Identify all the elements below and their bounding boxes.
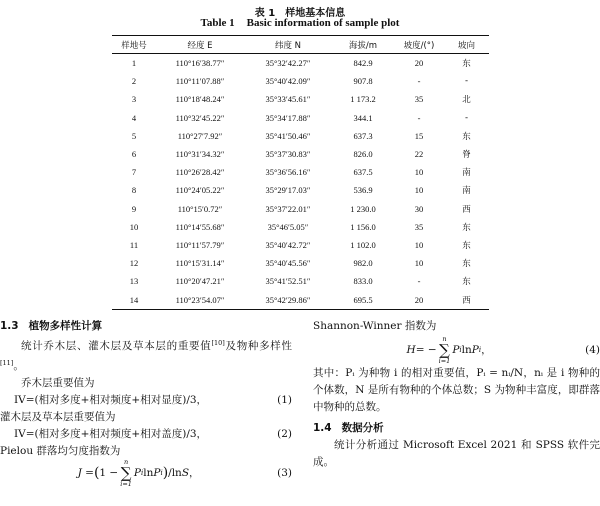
table-row [112, 109, 489, 127]
equation-1-number: (1) [277, 394, 292, 406]
cell-slope: 10 [414, 167, 424, 178]
cell-altitude: 637.3 [353, 130, 373, 141]
table-row [112, 218, 489, 236]
text-run: 及物种多样性 [224, 340, 293, 352]
cell-latitude: 35°32′42.27″ [265, 58, 311, 69]
table-row [112, 181, 489, 199]
eq3-paren-right: ) [162, 464, 169, 481]
equation-3 [0, 460, 292, 486]
cell-slope: - [417, 76, 421, 87]
equation-2 [0, 426, 292, 443]
cell-plot-id: 8 [131, 185, 137, 196]
header-longitude: 经度 E [187, 40, 213, 51]
table-row [112, 254, 489, 272]
cell-slope: 22 [414, 149, 424, 160]
cell-altitude: 982.0 [353, 258, 373, 269]
cell-aspect: 东 [462, 240, 471, 251]
table-row [112, 163, 489, 181]
cell-altitude: 1 173.2 [350, 94, 376, 105]
table-row [112, 272, 489, 290]
cell-longitude: 110°24′05.22″ [175, 185, 225, 196]
eq3-comma: ， [189, 466, 200, 479]
cell-slope: 30 [414, 203, 424, 214]
cell-longitude: 110°16′38.77″ [175, 58, 225, 69]
header-altitude: 海拔/m [348, 40, 378, 51]
cell-aspect: 东 [462, 59, 471, 70]
cell-aspect: 东 [462, 259, 471, 270]
cell-slope: - [417, 276, 421, 287]
header-plot-id: 样地号 [121, 40, 147, 51]
cell-altitude: 695.5 [353, 294, 373, 305]
cell-aspect: - [464, 76, 469, 87]
cell-latitude: 35°42′29.86″ [265, 294, 311, 305]
table-body [112, 54, 489, 309]
right-column [313, 318, 600, 471]
text-run: 。 [13, 360, 24, 372]
eq4-sub-2: i [478, 345, 482, 354]
table-header-row [112, 36, 489, 54]
equation-2-body: IV=(相对多度+相对频度+相对盖度)/3， [14, 428, 208, 440]
eq3-s: S [181, 466, 190, 479]
paragraph-variable-definitions: 其中：Pᵢ 为种物 i 的相对重要值，Pᵢ = nᵢ/N，nᵢ 是 i 物种的个体数，N 是所有物种的个体总数；S 为物种丰富度，即群落中物种的总数。 [313, 367, 600, 413]
sigma-glyph: ∑ [439, 341, 450, 359]
table-row [112, 236, 489, 254]
cell-aspect: 东 [462, 277, 471, 288]
section-number: 1.4 [313, 422, 332, 434]
equation-3-number: (3) [277, 466, 292, 479]
table-number: Table 1 [200, 17, 235, 29]
cell-plot-id: 13 [129, 276, 139, 287]
table-caption-cn: 表 1 样地基本信息 [254, 8, 346, 19]
table-row [112, 290, 489, 308]
sum-upper-limit: n [442, 335, 447, 343]
table-row [112, 145, 489, 163]
cell-aspect: 西 [462, 204, 471, 215]
eq4-h: H [406, 343, 416, 356]
section-title: 植物多样性计算 [28, 320, 103, 332]
section-heading-1-4 [313, 420, 600, 437]
cell-latitude: 35°40′42.72″ [265, 239, 311, 250]
eq3-ln: ln [143, 466, 154, 479]
eq3-tail: /ln [168, 466, 182, 479]
eq3-paren-left: ( [93, 464, 100, 481]
cell-slope: 15 [414, 130, 424, 141]
cell-aspect: 东 [462, 222, 471, 233]
cell-altitude: 1 230.0 [350, 203, 376, 214]
cell-plot-id: 12 [129, 258, 139, 269]
paragraph-tree-layer: 乔木层重要值为 [21, 377, 95, 389]
eq3-sub: i [140, 468, 144, 477]
eq3-one-minus: 1 − [99, 466, 119, 479]
table-title: Basic information of sample plot [246, 17, 400, 29]
cell-aspect: 南 [462, 186, 471, 197]
paragraph-pielou: Pielou 群落均匀度指数为 [0, 445, 121, 457]
sum-lower-limit: i=1 [120, 480, 132, 488]
cell-longitude: 110°15′0.72″ [177, 203, 223, 214]
table-caption-en [0, 17, 600, 29]
eq4-term: P [452, 343, 460, 356]
sum-upper-limit: n [123, 458, 129, 466]
cell-longitude: 110°26′28.42″ [175, 167, 225, 178]
cell-slope: 10 [414, 239, 424, 250]
sum-lower-limit: i=1 [438, 357, 451, 365]
cell-plot-id: 6 [131, 149, 137, 160]
cell-longitude: 110°32′45.22″ [175, 112, 225, 123]
cell-plot-id: 5 [131, 130, 137, 141]
section-title: 数据分析 [341, 422, 384, 434]
cell-longitude: 110°14′55.68″ [175, 221, 225, 232]
equation-4 [313, 335, 600, 365]
paragraph-shannon: Shannon-Winner 指数为 [313, 320, 437, 332]
eq4-ln: ln [461, 343, 472, 356]
cell-plot-id: 11 [129, 239, 139, 250]
eq4-comma: ， [481, 343, 492, 356]
cell-altitude: 637.5 [353, 167, 373, 178]
cell-latitude: 35°36′56.16″ [265, 167, 311, 178]
cell-longitude: 110°31′34.32″ [175, 149, 225, 160]
summation-symbol [120, 458, 132, 488]
cell-latitude: 35°41′52.51″ [265, 276, 311, 287]
cell-longitude: 110°23′54.07″ [175, 294, 225, 305]
cell-aspect: 北 [462, 95, 471, 106]
eq3-term: P [133, 466, 141, 479]
equation-1 [0, 392, 292, 409]
sample-plot-table [112, 35, 489, 310]
cell-plot-id: 14 [129, 294, 139, 305]
header-slope: 坡度/(°) [403, 40, 435, 51]
cell-slope: 35 [414, 94, 424, 105]
cell-plot-id: 2 [131, 76, 137, 87]
eq3-sub-2: i [160, 468, 163, 477]
cell-longitude: 110°20′47.21″ [175, 276, 225, 287]
cell-altitude: 1 102.0 [350, 239, 376, 250]
eq4-term-2: P [471, 343, 479, 356]
text-run: 统计乔木层、灌木层及草本层的重要值 [21, 340, 212, 352]
cell-aspect: 南 [462, 168, 471, 179]
cell-latitude: 35°41′50.46″ [265, 130, 311, 141]
header-aspect: 坡向 [457, 40, 475, 51]
section-heading-1-3 [0, 318, 292, 335]
header-latitude: 纬度 N [274, 40, 302, 51]
cell-slope: 10 [414, 185, 424, 196]
cell-altitude: 833.0 [353, 276, 373, 287]
cell-plot-id: 4 [131, 112, 137, 123]
cell-slope: 10 [414, 258, 424, 269]
cell-longitude: 110°18′48.24″ [175, 94, 225, 105]
table-row [112, 54, 489, 72]
cell-plot-id: 9 [131, 203, 137, 214]
cell-slope: - [417, 112, 421, 123]
citation-11: [11] [0, 359, 14, 367]
table-row [112, 127, 489, 145]
cell-latitude: 35°40′45.56″ [265, 258, 311, 269]
cell-slope: 20 [414, 294, 424, 305]
cell-longitude: 110°27′7.92″ [177, 130, 223, 141]
cell-plot-id: 1 [131, 58, 137, 69]
cell-latitude: 35°40′42.09″ [265, 76, 311, 87]
paragraph-shrub-herb-layer: 灌木层及草本层重要值为 [0, 411, 116, 423]
cell-slope: 35 [414, 221, 424, 232]
cell-altitude: 344.1 [353, 112, 373, 123]
cell-latitude: 35°33′45.61″ [265, 94, 311, 105]
cell-longitude: 110°11′57.79″ [175, 239, 225, 250]
cell-plot-id: 10 [129, 221, 139, 232]
section-number: 1.3 [0, 320, 19, 332]
cell-longitude: 110°11′07.88″ [175, 76, 225, 87]
cell-latitude: 35°37′22.01″ [265, 203, 311, 214]
paragraph-data-analysis: 统计分析通过 Microsoft Excel 2021 和 SPSS 软件完成。 [313, 439, 600, 468]
table-row [112, 90, 489, 108]
cell-altitude: 536.9 [353, 185, 373, 196]
equation-1-body: IV=(相对多度+相对频度+相对显度)/3， [14, 394, 208, 406]
cell-aspect: 东 [462, 131, 471, 142]
cell-aspect: 脊 [462, 150, 471, 161]
cell-longitude: 110°15′31.14″ [175, 258, 225, 269]
cell-plot-id: 3 [131, 94, 137, 105]
table-row [112, 72, 489, 90]
sigma-glyph: ∑ [120, 464, 132, 482]
cell-slope: 20 [414, 58, 424, 69]
paragraph-importance-value [0, 335, 292, 375]
left-column [0, 318, 292, 486]
cell-latitude: 35°29′17.03″ [265, 185, 311, 196]
cell-aspect: - [464, 112, 469, 123]
eq4-equals: = − [415, 343, 437, 356]
table-row [112, 200, 489, 218]
equation-2-number: (2) [277, 428, 292, 440]
cell-aspect: 西 [462, 295, 471, 306]
equation-3-body [0, 458, 277, 488]
cell-altitude: 842.9 [353, 58, 373, 69]
eq3-term-2: P [153, 466, 161, 479]
summation-symbol [439, 335, 451, 365]
cell-latitude: 35°46′5.05″ [267, 221, 309, 232]
eq3-lhs: J = [77, 466, 94, 479]
cell-altitude: 826.0 [353, 149, 373, 160]
cell-altitude: 1 156.0 [350, 221, 376, 232]
citation-10: [10] [211, 339, 225, 347]
cell-plot-id: 7 [131, 167, 137, 178]
equation-4-body [313, 335, 585, 365]
cell-latitude: 35°37′30.83″ [265, 149, 311, 160]
equation-4-number: (4) [585, 343, 600, 356]
cell-altitude: 907.8 [353, 76, 373, 87]
eq4-sub: i [459, 345, 462, 354]
cell-latitude: 35°34′17.88″ [265, 112, 311, 123]
